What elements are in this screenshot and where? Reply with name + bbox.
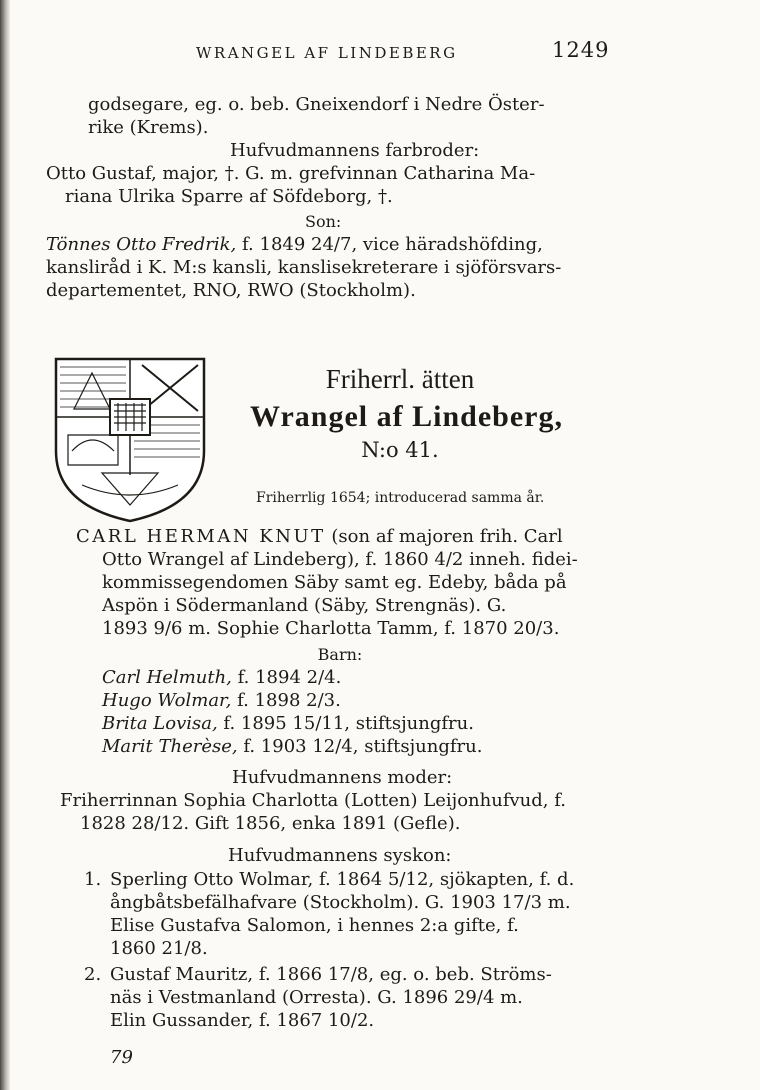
sibling-number: 2. (84, 964, 102, 985)
child-name: Marit Therèse, (102, 736, 238, 757)
son-heading: Son: (305, 212, 342, 231)
sibling-number: 1. (84, 869, 102, 890)
child-info: f. 1895 15/11, stiftsjungfru. (223, 713, 474, 734)
running-title: WRANGEL AF LINDEBERG (196, 44, 458, 62)
child-name: Carl Helmuth, (102, 667, 232, 688)
child-name: Brita Lovisa, (102, 713, 218, 734)
text-line: 1893 9/6 m. Sophie Charlotta Tamm, f. 1870 20/3. (102, 618, 560, 639)
siblings-heading: Hufvudmannens syskon: (228, 845, 452, 866)
text-line: 1828 28/12. Gift 1856, enka 1891 (Gefle). (80, 813, 461, 834)
text-line: Aspön i Södermanland (Säby, Strengnäs). G. (102, 595, 507, 616)
child-info: f. 1898 2/3. (237, 690, 341, 711)
children-heading: Barn: (317, 645, 363, 664)
text-line: Friherrinnan Sophia Charlotta (Lotten) Leijonhufvud, f. (60, 790, 566, 811)
child-info: f. 1903 12/4, stiftsjungfru. (243, 736, 483, 757)
text-line: näs i Vestmanland (Orresta). G. 1896 29/4 m. (110, 987, 523, 1008)
page-gutter-shadow (0, 0, 10, 1090)
text-line: Gustaf Mauritz, f. 1866 17/8, eg. o. beb. Ströms- (110, 964, 552, 985)
text-line: 1860 21/8. (110, 938, 208, 959)
text-line: Elise Gustafva Salomon, i hennes 2:a gifte, f. (110, 915, 519, 936)
list-item (102, 714, 474, 734)
list-item (102, 737, 482, 757)
signature-mark: 79 (110, 1047, 133, 1068)
head-info: (son af majoren frih. Carl (331, 526, 563, 547)
list-item (102, 691, 341, 711)
list-item (102, 668, 341, 688)
son-line (46, 235, 543, 255)
son-name: Tönnes Otto Fredrik, (46, 234, 237, 255)
text-line: kommissegendomen Säby samt eg. Edeby, båda på (102, 572, 567, 593)
text-line: departementet, RNO, RWO (Stockholm). (46, 280, 416, 301)
page-number: 1249 (552, 38, 610, 62)
family-title-line2: Wrangel af Lindeberg, (250, 400, 563, 433)
text-line: Otto Gustaf, major, †. G. m. grefvinnan Catharina Ma- (46, 163, 536, 184)
family-title-line1: Friherrl. ätten (325, 364, 475, 394)
text-line: Elin Gussander, f. 1867 10/2. (110, 1010, 375, 1031)
text-line: ångbåtsbefälhafvare (Stockholm). G. 1903 17/3 m. (110, 892, 571, 913)
head-line (76, 527, 563, 547)
text-line: riana Ulrika Sparre af Söfdeborg, †. (65, 186, 393, 207)
child-name: Hugo Wolmar, (102, 690, 232, 711)
mother-heading: Hufvudmannens moder: (232, 767, 453, 788)
son-info: f. 1849 24/7, vice häradshöfding, (242, 234, 543, 255)
head-name: CARL HERMAN KNUT (76, 526, 326, 547)
text-line: kansliråd i K. M:s kansli, kanslisekreterare i sjöförsvars- (46, 257, 562, 278)
text-line: Otto Wrangel af Lindeberg), f. 1860 4/2 inneh. fidei- (102, 549, 578, 570)
coat-of-arms (52, 355, 208, 525)
ennoblement-note: Friherrlig 1654; introducerad samma år. (256, 490, 545, 506)
text-line: rike (Krems). (88, 117, 209, 138)
family-number: N:o 41. (361, 438, 439, 462)
uncle-heading: Hufvudmannens farbroder: (230, 140, 480, 161)
child-info: f. 1894 2/4. (237, 667, 342, 688)
text-line: Sperling Otto Wolmar, f. 1864 5/12, sjökapten, f. d. (110, 869, 575, 890)
text-line: godsegare, eg. o. beb. Gneixendorf i Nedre Öster- (88, 94, 545, 115)
